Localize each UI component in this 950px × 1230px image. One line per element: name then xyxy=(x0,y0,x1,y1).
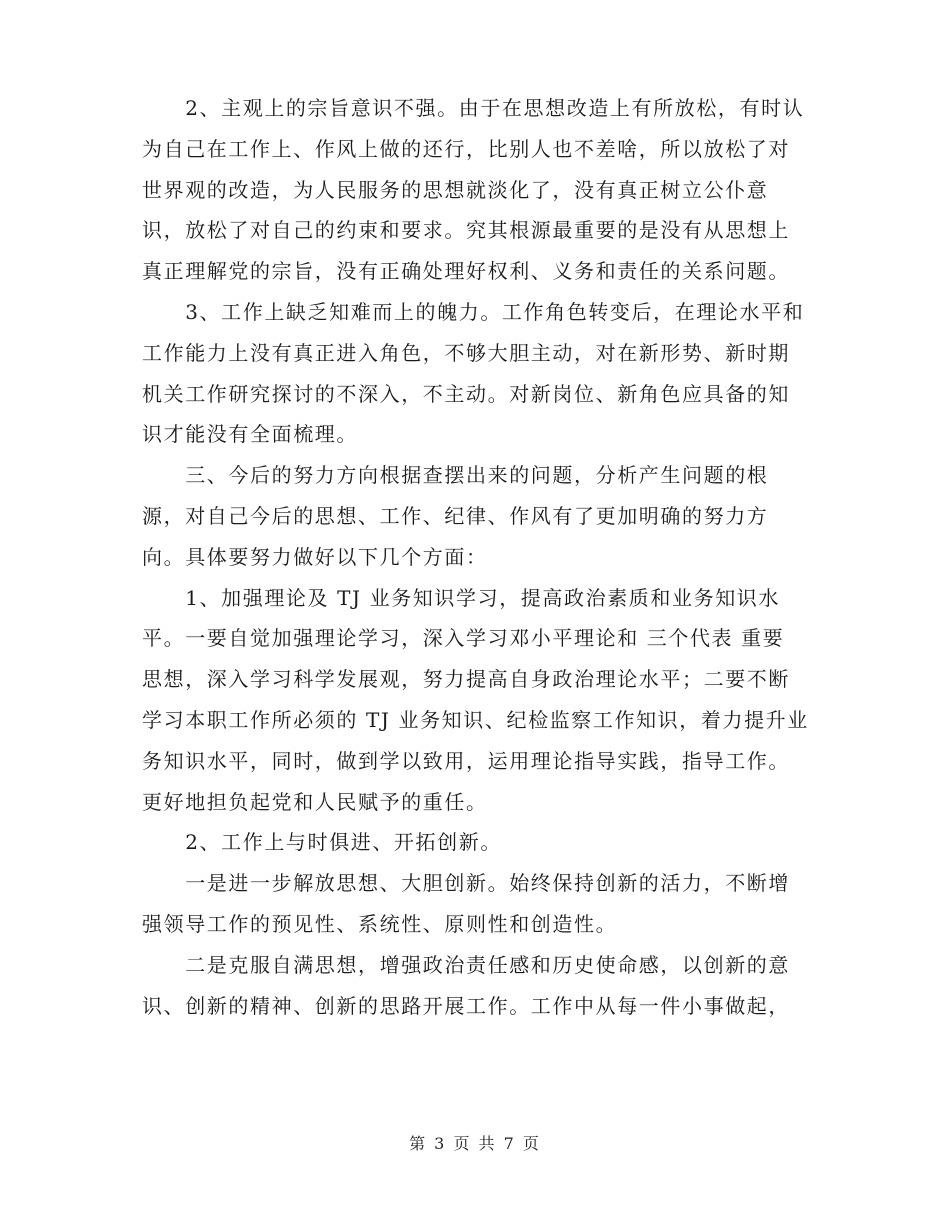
text-line: 源，对自己今后的思想、工作、纪律、作风有了更加明确的努力方 xyxy=(142,503,769,528)
text-line: 真正理解党的宗旨，没有正确处理好权利、义务和责任的关系问题。 xyxy=(142,259,790,284)
text-line: 工作能力上没有真正进入角色，不够大胆主动，对在新形势、新时期 xyxy=(142,340,790,365)
text-line: 一是进一步解放思想、大胆创新。始终保持创新的活力，不断增 xyxy=(142,871,790,896)
text-line: 思想，深入学习科学发展观，努力提高自身政治理论水平；二要不断 xyxy=(142,667,790,692)
text-line: 2、主观上的宗旨意识不强。由于在思想改造上有所放松，有时认 xyxy=(142,96,805,120)
text-line: 世界观的改造，为人民服务的思想就淡化了，没有真正树立公仆意 xyxy=(142,177,769,202)
text-line: 三、今后的努力方向根据查摆出来的问题，分析产生问题的根 xyxy=(142,463,769,488)
text-line: 更好地担负起党和人民赋予的重任。 xyxy=(142,789,488,814)
text-line: 机关工作研究探讨的不深入，不主动。对新岗位、新角色应具备的知 xyxy=(142,381,790,406)
text-line: 3、工作上缺乏知难而上的魄力。工作角色转变后，在理论水平和 xyxy=(142,299,805,324)
text-line: 平。一要自觉加强理论学习，深入学习邓小平理论和 三个代表 重要 xyxy=(142,626,785,651)
text-line: 识才能没有全面梳理。 xyxy=(142,422,358,447)
text-line: 1、加强理论及 TJ 业务知识学习，提高政治素质和业务知识水 xyxy=(142,585,780,610)
text-line: 2、工作上与时俱进、开拓创新。 xyxy=(142,830,502,855)
text-line: 向。具体要努力做好以下几个方面： xyxy=(142,544,488,569)
text-line: 识、创新的精神、创新的思路开展工作。工作中从每一件小事做起， xyxy=(142,993,790,1018)
text-line: 二是克服自满思想，增强政治责任感和历史使命感，以创新的意 xyxy=(142,952,790,977)
text-line: 务知识水平，同时，做到学以致用，运用理论指导实践，指导工作。 xyxy=(142,748,790,773)
text-line: 为自己在工作上、作风上做的还行，比别人也不差啥，所以放松了对 xyxy=(142,136,790,161)
text-line: 识，放松了对自己的约束和要求。究其根源最重要的是没有从思想上 xyxy=(142,218,790,243)
document-body xyxy=(142,88,810,1026)
text-line: 学习本职工作所必须的 TJ 业务知识、纪检监察工作知识，着力提升业 xyxy=(142,707,809,732)
page-number-footer: 第 3 页 共 7 页 xyxy=(409,1134,541,1153)
text-line: 强领导工作的预见性、系统性、原则性和创造性。 xyxy=(142,911,618,936)
